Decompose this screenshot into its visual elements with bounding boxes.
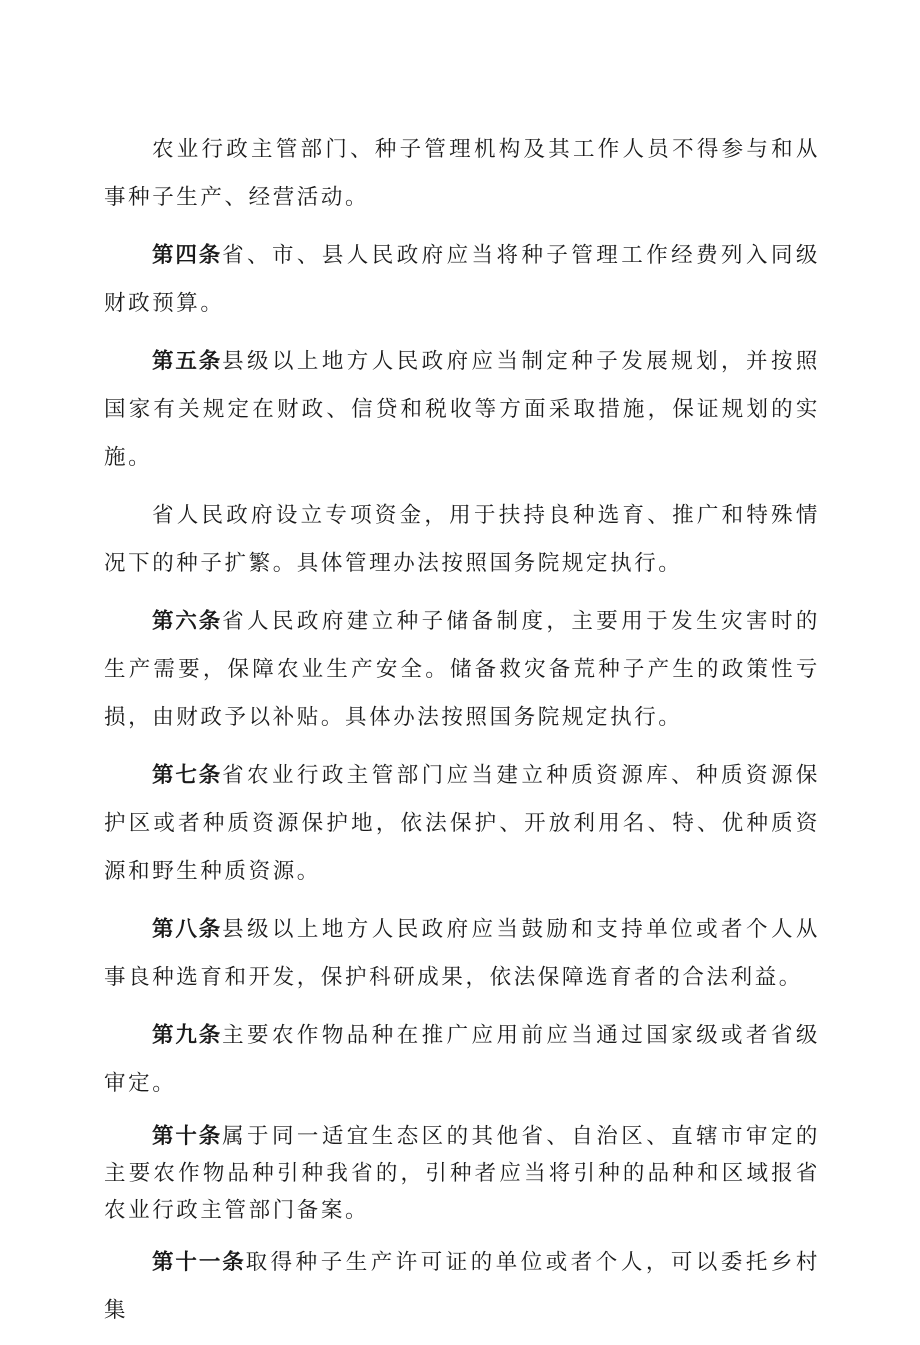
article-number: 第四条 <box>152 243 223 268</box>
paragraph-text: 属于同一适宜生态区的其他省、自治区、直辖市审定的主要农作物品种引种我省的，引种者应当将引种的品种和区域报省农业行政主管部门备案。 <box>104 1124 820 1223</box>
paragraph-text: 农业行政主管部门、种子管理机构及其工作人员不得参与和从事种子生产、经营活动。 <box>104 137 820 210</box>
paragraph-text: 省人民政府设立专项资金，用于扶持良种选育、推广和特殊情况下的种子扩繁。具体管理办法按照国务院规定执行。 <box>104 503 820 576</box>
paragraph-article-7 <box>104 752 820 896</box>
paragraph-text: 取得种子生产许可证的单位或者个人，可以委托乡村集 <box>104 1250 820 1323</box>
paragraph-article-4 <box>104 232 820 328</box>
document-page <box>104 126 820 1345</box>
paragraph-text: 主要农作物品种在推广应用前应当通过国家级或者省级审定。 <box>104 1023 820 1096</box>
paragraph-article-5 <box>104 338 820 482</box>
paragraph-text: 省农业行政主管部门应当建立种质资源库、种质资源保护区或者种质资源保护地，依法保护、开放利用名、特、优种质资源和野生种质资源。 <box>104 763 820 884</box>
paragraph-article-10 <box>104 1118 820 1229</box>
paragraph-text: 省、市、县人民政府应当将种子管理工作经费列入同级财政预算。 <box>104 243 820 316</box>
article-number: 第八条 <box>152 917 223 942</box>
article-number: 第十一条 <box>152 1250 246 1275</box>
paragraph-article-9 <box>104 1012 820 1108</box>
paragraph-article-11 <box>104 1239 820 1335</box>
article-number: 第六条 <box>152 609 223 634</box>
paragraph-article-8 <box>104 906 820 1002</box>
article-number: 第五条 <box>152 349 223 374</box>
paragraph-article-5-cont <box>104 492 820 588</box>
article-number: 第七条 <box>152 763 223 788</box>
paragraph-text: 省人民政府建立种子储备制度，主要用于发生灾害时的生产需要，保障农业生产安全。储备救灾备荒种子产生的政策性亏损，由财政予以补贴。具体办法按照国务院规定执行。 <box>104 609 820 730</box>
paragraph-intro <box>104 126 820 222</box>
paragraph-text: 县级以上地方人民政府应当鼓励和支持单位或者个人从事良种选育和开发，保护科研成果，依法保障选育者的合法利益。 <box>104 917 820 990</box>
article-number: 第九条 <box>152 1023 223 1048</box>
article-number: 第十条 <box>152 1124 223 1149</box>
paragraph-article-6 <box>104 598 820 742</box>
paragraph-text: 县级以上地方人民政府应当制定种子发展规划，并按照国家有关规定在财政、信贷和税收等方面采取措施，保证规划的实施。 <box>104 349 820 470</box>
